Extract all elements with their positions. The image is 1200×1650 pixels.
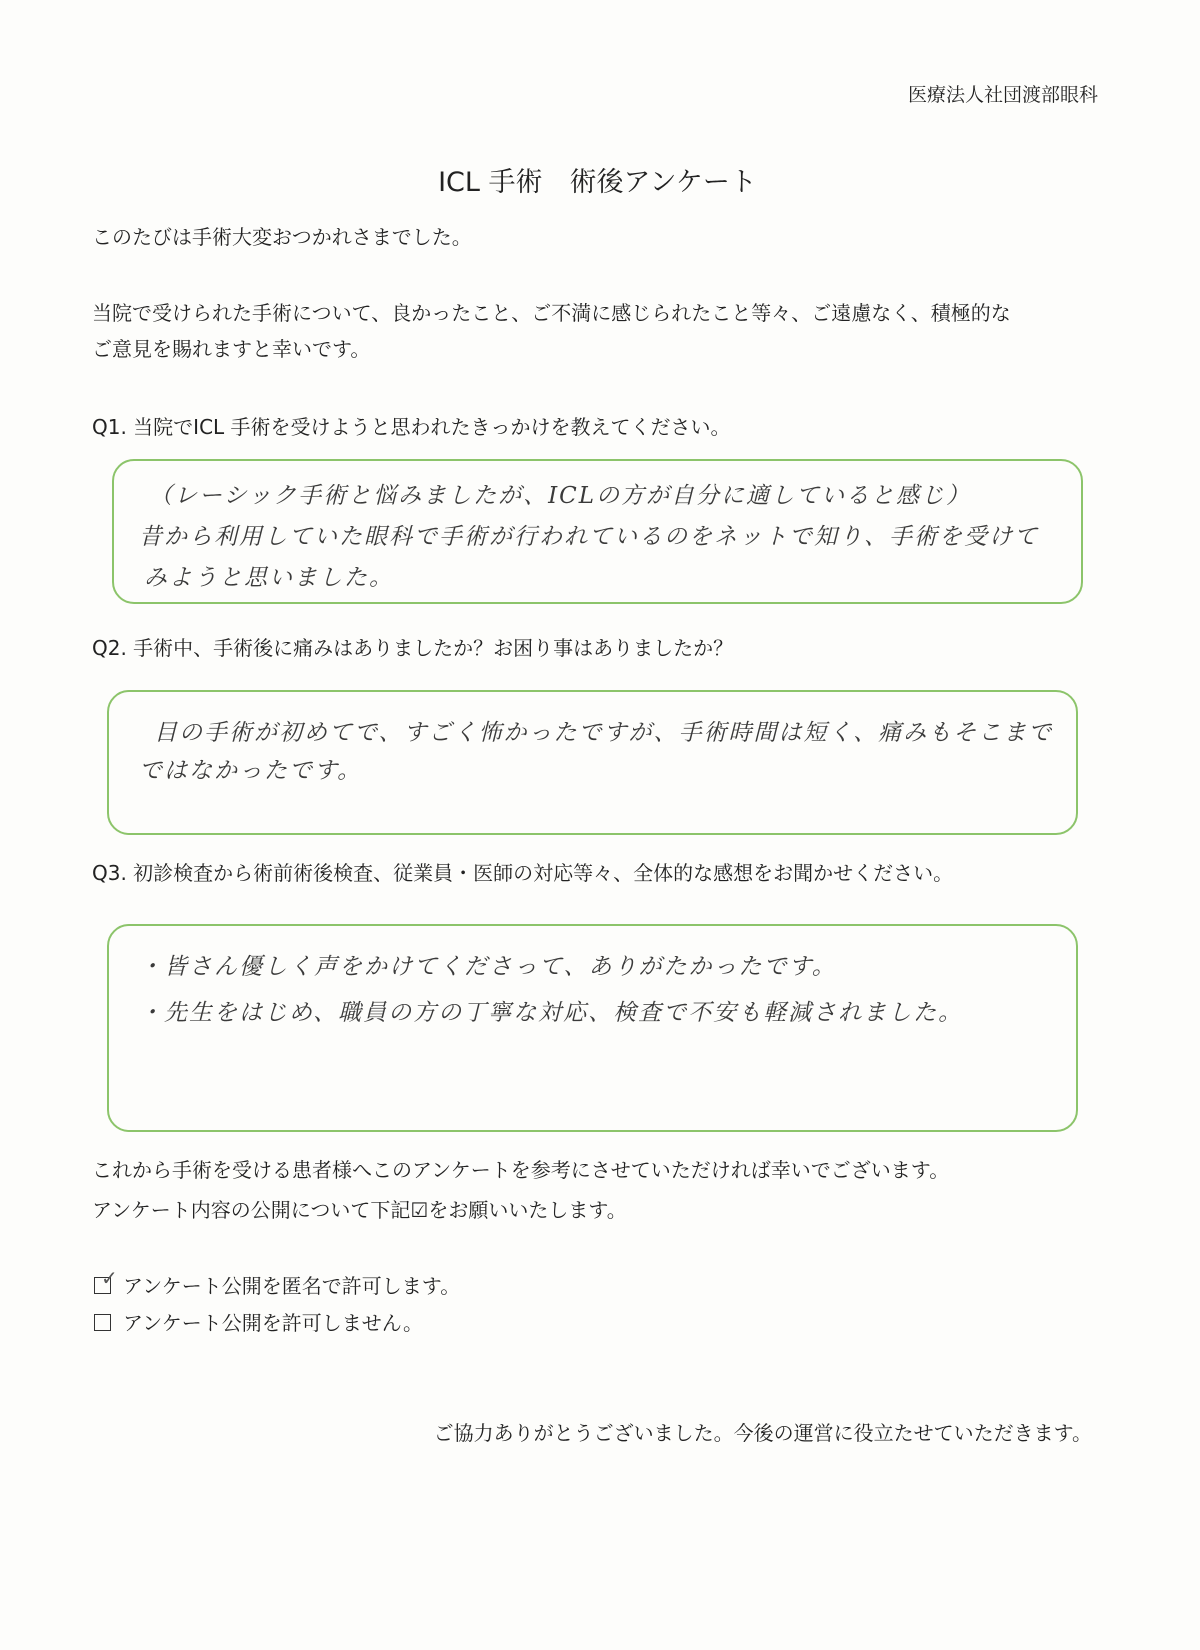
answer-box-1 [112, 459, 1083, 604]
question-2-label: Q2. 手術中、手術後に痛みはありましたか？お困り事はありましたか？ [92, 636, 734, 660]
answer-1-line-2: 昔から利用していた眼科で手術が行われているのをネットで知り、手術を受けて [139, 524, 1039, 550]
closing-line-2: アンケート内容の公開について下記☑をお願いいたします。 [92, 1198, 627, 1222]
option-label: アンケート公開を許可しません。 [123, 1311, 423, 1335]
thanks-message: ご協力ありがとうございました。今後の運営に役立たせていただきます。 [433, 1421, 1092, 1445]
answer-2-line-1: 目の手術が初めてで、すごく怖かったですが、手術時間は短く、痛みもそこまで [154, 720, 1054, 746]
answer-3-line-2: ・先生をはじめ、職員の方の丁寧な対応、検査で不安も軽減されました。 [139, 1000, 964, 1026]
clinic-name: 医療法人社団渡部眼科 [907, 84, 1098, 106]
page-title: ICL 手術 術後アンケート [438, 167, 757, 198]
option-not-permit[interactable] [94, 1307, 423, 1336]
answer-3-line-1: ・皆さん優しく声をかけてくださって、ありがたかったです。 [139, 954, 837, 980]
answer-box-2 [107, 690, 1078, 835]
intro-line: このたびは手術大変おつかれさまでした。 [92, 225, 472, 249]
intro-paragraph-line-1: 当院で受けられた手術について、良かったこと、ご不満に感じられたこと等々、ご遠慮なく、積極的な [92, 301, 1011, 325]
intro-paragraph-line-2: ご意見を賜れますと幸いです。 [92, 337, 371, 361]
checkbox-unchecked[interactable] [94, 1314, 111, 1331]
answer-2-line-2: ではなかったです。 [139, 758, 363, 784]
answer-box-3 [107, 924, 1078, 1132]
answer-1-line-3: みようと思いました。 [144, 565, 394, 591]
closing-line-1: これから手術を受ける患者様へこのアンケートを参考にさせていただければ幸いでございます。 [92, 1158, 950, 1182]
option-label: アンケート公開を匿名で許可します。 [123, 1274, 461, 1298]
question-3-label: Q3. 初診検査から術前術後検査、従業員・医師の対応等々、全体的な感想をお聞かせください。 [92, 861, 954, 885]
option-anonymous-permit[interactable] [94, 1266, 461, 1299]
checkbox-checked[interactable]: ✓ [94, 1277, 111, 1294]
answer-1-line-1: （レーシック手術と悩みましたが、ICLの方が自分に適していると感じ） [149, 483, 972, 509]
question-1-label: Q1. 当院でICL 手術を受けようと思われたきっかけを教えてください。 [92, 415, 731, 439]
